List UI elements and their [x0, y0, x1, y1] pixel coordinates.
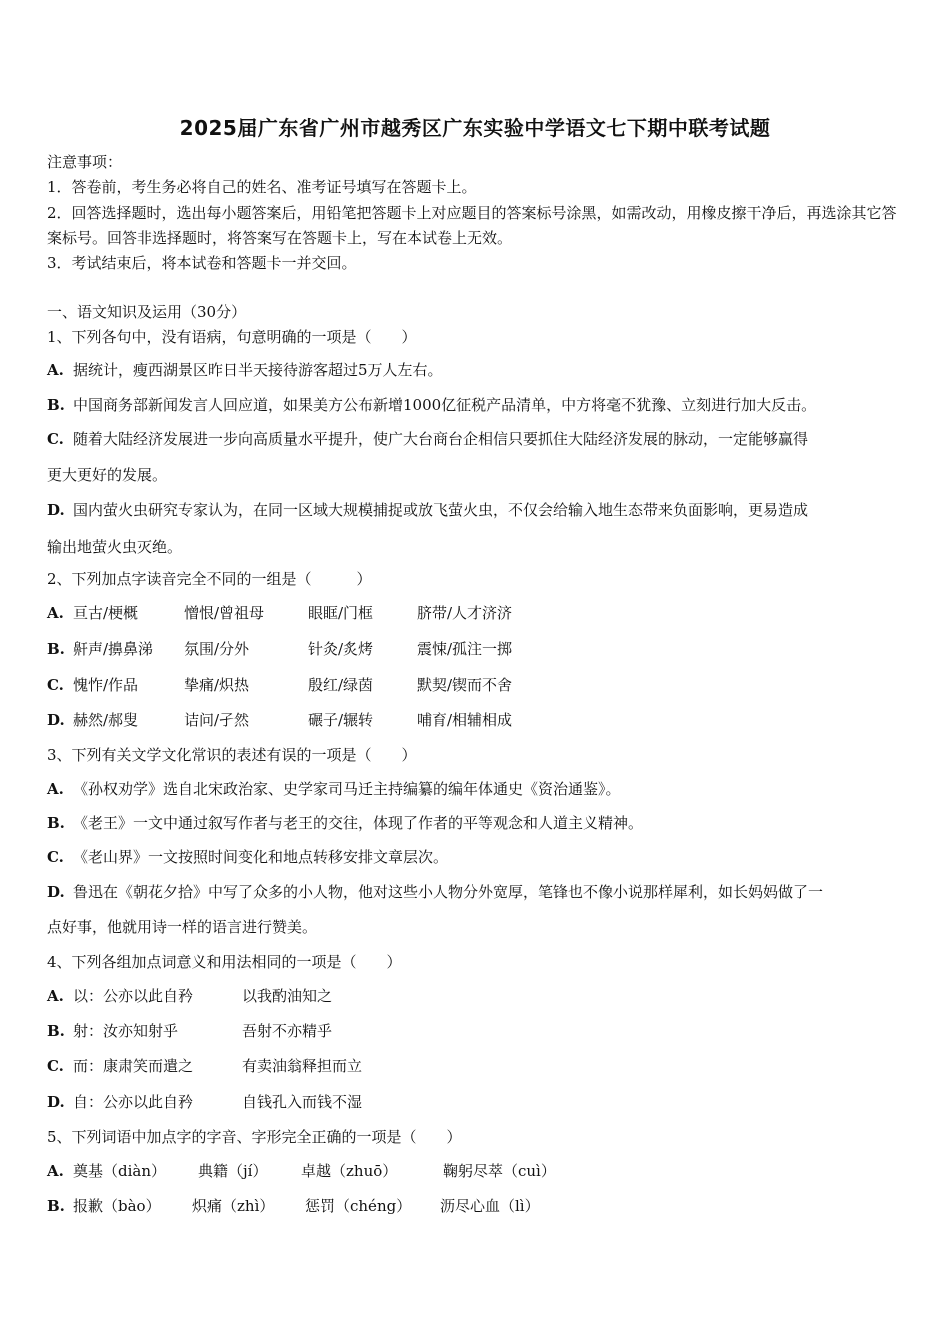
q1-option-b: B. 中国商务部新闻发言人回应道，如果美方公布新增1000亿征税产品清单，中方将毫不犹豫、立刻进行加大反击。: [47, 396, 817, 414]
q3-option-b-text: 《老王》一文中通过叙写作者与老王的交往，体现了作者的平等观念和人道主义精神。: [73, 814, 644, 832]
page-title: 2025届广东省广州市越秀区广东实验中学语文七下期中联考试题: [179, 116, 771, 140]
q5-a-cell-4: 鞠躬尽萃（cuì）: [443, 1162, 556, 1180]
q3-option-d: D. 鲁迅在《朝花夕拾》中写了众多的小人物，他对这些小人物分外宽厚，笔锋也不像小说那样犀利，如长妈妈做了一: [47, 883, 824, 901]
q1-option-c-cont: 更大更好的发展。: [47, 466, 168, 484]
q2-row-a: A.: [47, 604, 64, 622]
q3-option-b: B. 《老王》一文中通过叙写作者与老王的交往，体现了作者的平等观念和人道主义精神。: [47, 814, 644, 832]
q3-option-d-cont: 点好事，他就用诗一样的语言进行赞美。: [47, 918, 318, 936]
q4-b-left: 射：汝亦知射乎: [73, 1022, 179, 1040]
q2-d-cell-1: 赫然/郝叟: [73, 711, 139, 729]
q2-d-cell-2: 诘问/孑然: [184, 711, 250, 729]
q1-option-a-text: 据统计，瘦西湖景区昨日半天接待游客超过5万人左右。: [73, 361, 443, 379]
notice-item-2: 2．回答选择题时，选出每小题答案后，用铅笔把答题卡上对应题目的答案标号涂黑，如需改动，用橡皮擦干净后，再选涂其它答案标号。回答非选择题时，将答案写在答题卡上，写在本试卷上无效。: [47, 204, 897, 247]
notice-item-3: 3．考试结束后，将本试卷和答题卡一并交回。: [47, 254, 357, 272]
q2-a-cell-4: 脐带/人才济济: [417, 604, 513, 622]
q2-row-b: B.: [47, 640, 65, 658]
q2-row-c: C.: [47, 676, 64, 694]
q2-d-cell-3: 碾子/辗转: [308, 711, 374, 729]
q2-a-cell-1: 亘古/梗概: [73, 604, 139, 622]
q2-b-cell-2: 氛围/分外: [184, 640, 250, 658]
q4-a-right: 以我酌油知之: [242, 987, 333, 1005]
q2-c-cell-1: 愧怍/作品: [73, 676, 139, 694]
q5-row-a: A.: [47, 1162, 64, 1180]
q3-option-a-text: 《孙权劝学》选自北宋政治家、史学家司马迁主持编纂的编年体通史《资治通鉴》。: [73, 780, 621, 798]
q5-b-cell-2: 炽痛（zhì）: [192, 1197, 275, 1215]
q2-c-cell-2: 挚痛/炽热: [184, 676, 250, 694]
q2-row-d: D.: [47, 711, 65, 729]
notice-heading: 注意事项：: [47, 153, 123, 171]
q1-option-c-text: 随着大陆经济发展进一步向高质量水平提升，使广大台商台企相信只要抓住大陆经济发展的脉动，一定能够赢得: [73, 430, 809, 448]
q2-a-cell-2: 憎恨/曾祖母: [184, 604, 265, 622]
q5-b-cell-3: 惩罚（chéng）: [305, 1197, 412, 1215]
q5-row-b: B.: [47, 1197, 65, 1215]
q3-option-a: A. 《孙权劝学》选自北宋政治家、史学家司马迁主持编纂的编年体通史《资治通鉴》。: [47, 780, 621, 798]
q3-stem: 3、下列有关文学文化常识的表述有误的一项是（ ）: [47, 746, 417, 764]
q2-d-cell-4: 哺育/相辅相成: [417, 711, 513, 729]
q2-c-cell-4: 默契/锲而不舍: [417, 676, 513, 694]
q4-a-left: 以：公亦以此自矜: [73, 987, 194, 1005]
q4-b-right: 吾射不亦精乎: [242, 1022, 333, 1040]
notice-item-1: 1．答卷前，考生务必将自己的姓名、准考证号填写在答题卡上。: [47, 178, 477, 196]
q3-option-c-text: 《老山界》一文按照时间变化和地点转移安排文章层次。: [73, 848, 449, 866]
q2-b-cell-1: 鼾声/擤鼻涕: [73, 640, 154, 658]
q2-stem: 2、下列加点字读音完全不同的一组是（ ）: [47, 570, 372, 588]
q4-d-right: 自钱孔入而钱不湿: [242, 1093, 363, 1111]
q1-option-c: C. 随着大陆经济发展进一步向高质量水平提升，使广大台商台企相信只要抓住大陆经济发展的脉动，一定能够赢得: [47, 430, 809, 448]
section-heading: 一、语文知识及运用（30分）: [47, 303, 247, 321]
q1-option-b-text: 中国商务部新闻发言人回应道，如果美方公布新增1000亿征税产品清单，中方将毫不犹豫、立刻进行加大反击。: [73, 396, 817, 414]
q4-d-left: 自：公亦以此自矜: [73, 1093, 194, 1111]
q2-a-cell-3: 眼眶/门框: [308, 604, 374, 622]
q1-option-d-cont: 输出地萤火虫灭绝。: [47, 538, 183, 556]
q2-b-cell-4: 震悚/孤注一掷: [417, 640, 513, 658]
q5-stem: 5、下列词语中加点字的字音、字形完全正确的一项是（ ）: [47, 1128, 462, 1146]
q5-b-cell-4: 沥尽心血（lì）: [440, 1197, 540, 1215]
q4-c-right: 有卖油翁释担而立: [242, 1057, 363, 1075]
q3-option-c: C. 《老山界》一文按照时间变化和地点转移安排文章层次。: [47, 848, 449, 866]
q1-option-a: A. 据统计，瘦西湖景区昨日半天接待游客超过5万人左右。: [47, 361, 443, 379]
q5-a-cell-1: 奠基（diàn）: [73, 1162, 167, 1180]
q2-b-cell-3: 针灸/炙烤: [308, 640, 374, 658]
q4-stem: 4、下列各组加点词意义和用法相同的一项是（ ）: [47, 953, 402, 971]
q4-row-a: A.: [47, 987, 64, 1005]
q4-row-c: C.: [47, 1057, 64, 1075]
q2-c-cell-3: 殷红/绿茵: [308, 676, 374, 694]
q5-a-cell-3: 卓越（zhuō）: [301, 1162, 398, 1180]
q1-option-d: D. 国内萤火虫研究专家认为，在同一区域大规模捕捉或放飞萤火虫，不仅会给输入地生态带来负面影响，更易造成: [47, 501, 809, 519]
q4-row-b: B.: [47, 1022, 65, 1040]
q5-b-cell-1: 报歉（bào）: [73, 1197, 161, 1215]
q4-row-d: D.: [47, 1093, 65, 1111]
q4-c-left: 而：康肃笑而遣之: [73, 1057, 194, 1075]
q5-a-cell-2: 典籍（jí）: [198, 1162, 268, 1180]
q1-option-d-text: 国内萤火虫研究专家认为，在同一区域大规模捕捉或放飞萤火虫，不仅会给输入地生态带来负面影响，更易造成: [73, 501, 809, 519]
q1-stem: 1、下列各句中，没有语病，句意明确的一项是（ ）: [47, 328, 417, 346]
q3-option-d-text: 鲁迅在《朝花夕拾》中写了众多的小人物，他对这些小人物分外宽厚，笔锋也不像小说那样犀利，如长妈妈做了一: [73, 883, 824, 901]
